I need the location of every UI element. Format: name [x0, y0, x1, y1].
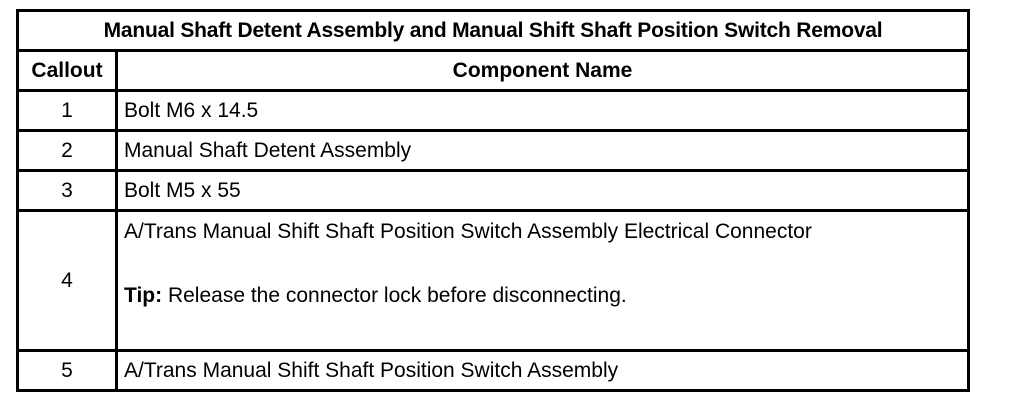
component-name: A/Trans Manual Shift Shaft Position Switch Assembly Electrical Connector	[124, 220, 812, 243]
callout-number: 4	[18, 211, 117, 351]
callout-number: 1	[18, 91, 117, 131]
tip-note	[124, 284, 967, 308]
component-name: A/Trans Manual Shift Shaft Position Switch Assembly	[117, 351, 969, 391]
callout-number: 3	[18, 171, 117, 211]
header-callout: Callout	[18, 51, 117, 91]
table-title: Manual Shaft Detent Assembly and Manual Shift Shaft Position Switch Removal	[18, 11, 969, 51]
table-row	[18, 211, 969, 351]
tip-text: Release the connector lock before disconnecting.	[162, 284, 627, 307]
tip-label: Tip:	[124, 284, 163, 307]
component-name: Manual Shaft Detent Assembly	[117, 131, 969, 171]
component-name: Bolt M6 x 14.5	[117, 91, 969, 131]
table-row	[18, 171, 969, 211]
component-name: Bolt M5 x 55	[117, 171, 969, 211]
callout-number: 2	[18, 131, 117, 171]
callout-number: 5	[18, 351, 117, 391]
component-name-with-tip	[117, 211, 969, 351]
table-row	[18, 91, 969, 131]
table-row	[18, 351, 969, 391]
header-component-name: Component Name	[117, 51, 969, 91]
table-row	[18, 131, 969, 171]
component-callout-table	[16, 9, 970, 392]
